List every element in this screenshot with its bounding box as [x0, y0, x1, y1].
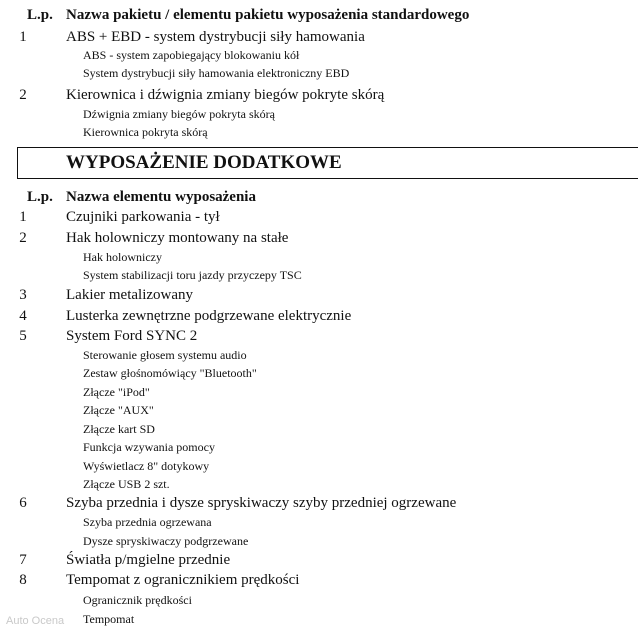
standard-item-1: [0, 26, 638, 48]
item-number: 6: [19, 495, 27, 511]
optional-subitem: Dysze spryskiwaczy podgrzewane: [83, 534, 249, 548]
optional-subitem: Złącze USB 2 szt.: [83, 477, 170, 491]
standard-name-header: Nazwa pakietu / elementu pakietu wyposażenia standardowego: [66, 7, 470, 23]
item-number: 1: [19, 209, 27, 225]
item-name: Światła p/mgielne przednie: [66, 552, 231, 568]
optional-subitem: Sterowanie głosem systemu audio: [83, 348, 247, 362]
standard-subitem: Dźwignia zmiany biegów pokryta skórą: [83, 107, 275, 121]
standard-subitem: Kierownica pokryta skórą: [83, 125, 208, 139]
optional-item-6: [0, 492, 638, 514]
item-name: Lakier metalizowany: [66, 287, 194, 303]
item-name: Szyba przednia i dysze spryskiwaczy szyby przedniej ogrzewane: [66, 495, 457, 511]
optional-name-header: Nazwa elementu wyposażenia: [66, 189, 256, 205]
item-number: 7: [19, 552, 27, 568]
optional-subitem: System stabilizacji toru jazdy przyczepy TSC: [83, 268, 302, 282]
optional-item-7: [0, 549, 638, 571]
optional-item-4: [0, 305, 638, 327]
standard-subitem: System dystrybucji siły hamowania elektroniczny EBD: [83, 66, 350, 80]
optional-item-8: [0, 569, 638, 591]
optional-item-1: [0, 206, 638, 228]
item-number: 4: [19, 308, 27, 324]
item-number: 2: [19, 87, 27, 103]
optional-subitem: Złącze "AUX": [83, 403, 154, 417]
section-title-box: [17, 147, 638, 179]
item-name: Tempomat z ogranicznikiem prędkości: [66, 572, 300, 588]
optional-lp-header: L.p.: [27, 189, 53, 205]
item-name: System Ford SYNC 2: [66, 328, 198, 344]
item-number: 5: [19, 328, 27, 344]
watermark: Auto Ocena: [6, 615, 65, 627]
optional-subitem: Wyświetlacz 8" dotykowy: [83, 459, 210, 473]
optional-subitem: Zestaw głośnomówiący "Bluetooth": [83, 366, 257, 380]
item-name: Czujniki parkowania - tył: [66, 209, 220, 225]
item-number: 3: [19, 287, 27, 303]
optional-subitem: Ogranicznik prędkości: [83, 593, 192, 607]
standard-lp-header: L.p.: [27, 7, 53, 23]
optional-subitem: Złącze "iPod": [83, 385, 150, 399]
optional-item-5: [0, 325, 638, 347]
optional-subitem: Złącze kart SD: [83, 422, 155, 436]
section-title: WYPOSAŻENIE DODATKOWE: [66, 152, 342, 173]
item-name: Lusterka zewnętrzne podgrzewane elektrycznie: [66, 308, 352, 324]
item-name: ABS + EBD - system dystrybucji siły hamowania: [66, 29, 365, 45]
item-name: Kierownica i dźwignia zmiany biegów pokryte skórą: [66, 87, 385, 103]
optional-subitem: Hak holowniczy: [83, 250, 162, 264]
item-number: 2: [19, 230, 27, 246]
optional-item-2: [0, 227, 638, 249]
optional-subitem: Funkcja wzywania pomocy: [83, 440, 215, 454]
item-name: Hak holowniczy montowany na stałe: [66, 230, 289, 246]
standard-item-2: [0, 84, 638, 106]
optional-subitem: Tempomat: [83, 612, 135, 626]
optional-subitem: Szyba przednia ogrzewana: [83, 515, 212, 529]
item-number: 8: [19, 572, 27, 588]
standard-subitem: ABS - system zapobiegający blokowaniu kół: [83, 48, 300, 62]
optional-item-3: [0, 284, 638, 306]
item-number: 1: [19, 29, 27, 45]
